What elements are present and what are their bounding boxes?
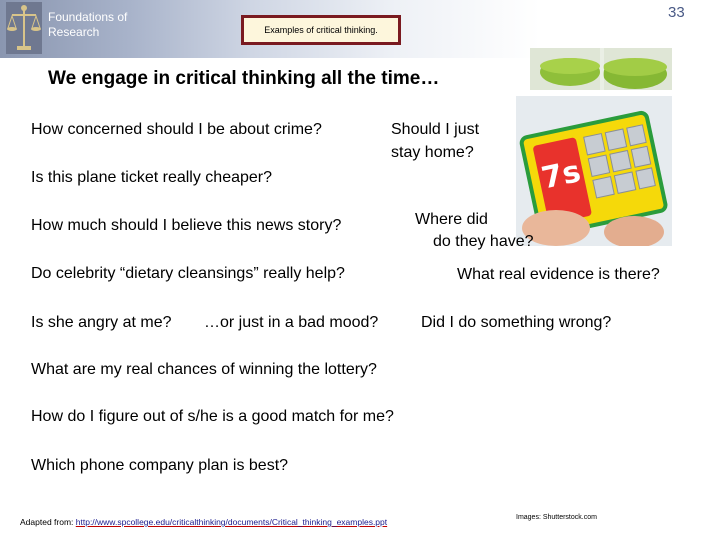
question-news-story: How much should I believe this news story? <box>31 217 342 234</box>
adapted-from-label: Adapted from: <box>20 517 74 527</box>
lucky-7s-card-text: 7s <box>538 154 584 197</box>
question-celebrity-cleansing: Do celebrity “dietary cleansings” really help? <box>31 265 345 282</box>
question-stay-home-line2: stay home? <box>391 144 474 161</box>
slide-title: We engage in critical thinking all the time… <box>48 68 440 89</box>
question-bad-mood: …or just in a bad mood? <box>204 314 379 331</box>
slide-number: 33 <box>668 4 685 21</box>
scratch-ticket-icon <box>516 96 672 246</box>
question-lottery-chances: What are my real chances of winning the lottery? <box>31 361 377 378</box>
lottery-ticket-image <box>516 96 672 246</box>
question-did-wrong: Did I do something wrong? <box>421 314 612 331</box>
adapted-from-note <box>20 517 387 527</box>
scales-of-justice-logo <box>6 2 42 54</box>
question-where-line2: do they have? <box>433 233 534 250</box>
question-crime: How concerned should I be about crime? <box>31 121 322 138</box>
question-real-evidence: What real evidence is there? <box>457 266 660 283</box>
question-angry: Is she angry at me? <box>31 314 172 331</box>
topic-label: Examples of critical thinking. <box>241 15 401 45</box>
green-smoothie-image <box>530 48 672 90</box>
source-link[interactable]: http://www.spcollege.edu/criticalthinking/documents/Critical_thinking_examples.ppt <box>75 517 388 527</box>
question-good-match: How do I figure out of s/he is a good match for me? <box>31 408 394 425</box>
question-phone-plan: Which phone company plan is best? <box>31 457 289 474</box>
image-credit: Images: Shutterstock.com <box>516 514 597 521</box>
course-title: Foundations of Research <box>48 10 128 39</box>
question-where-line1: Where did <box>415 211 488 228</box>
green-smoothie-icon <box>530 48 672 90</box>
question-plane-ticket: Is this plane ticket really cheaper? <box>31 169 273 186</box>
question-stay-home-line1: Should I just <box>391 121 480 138</box>
